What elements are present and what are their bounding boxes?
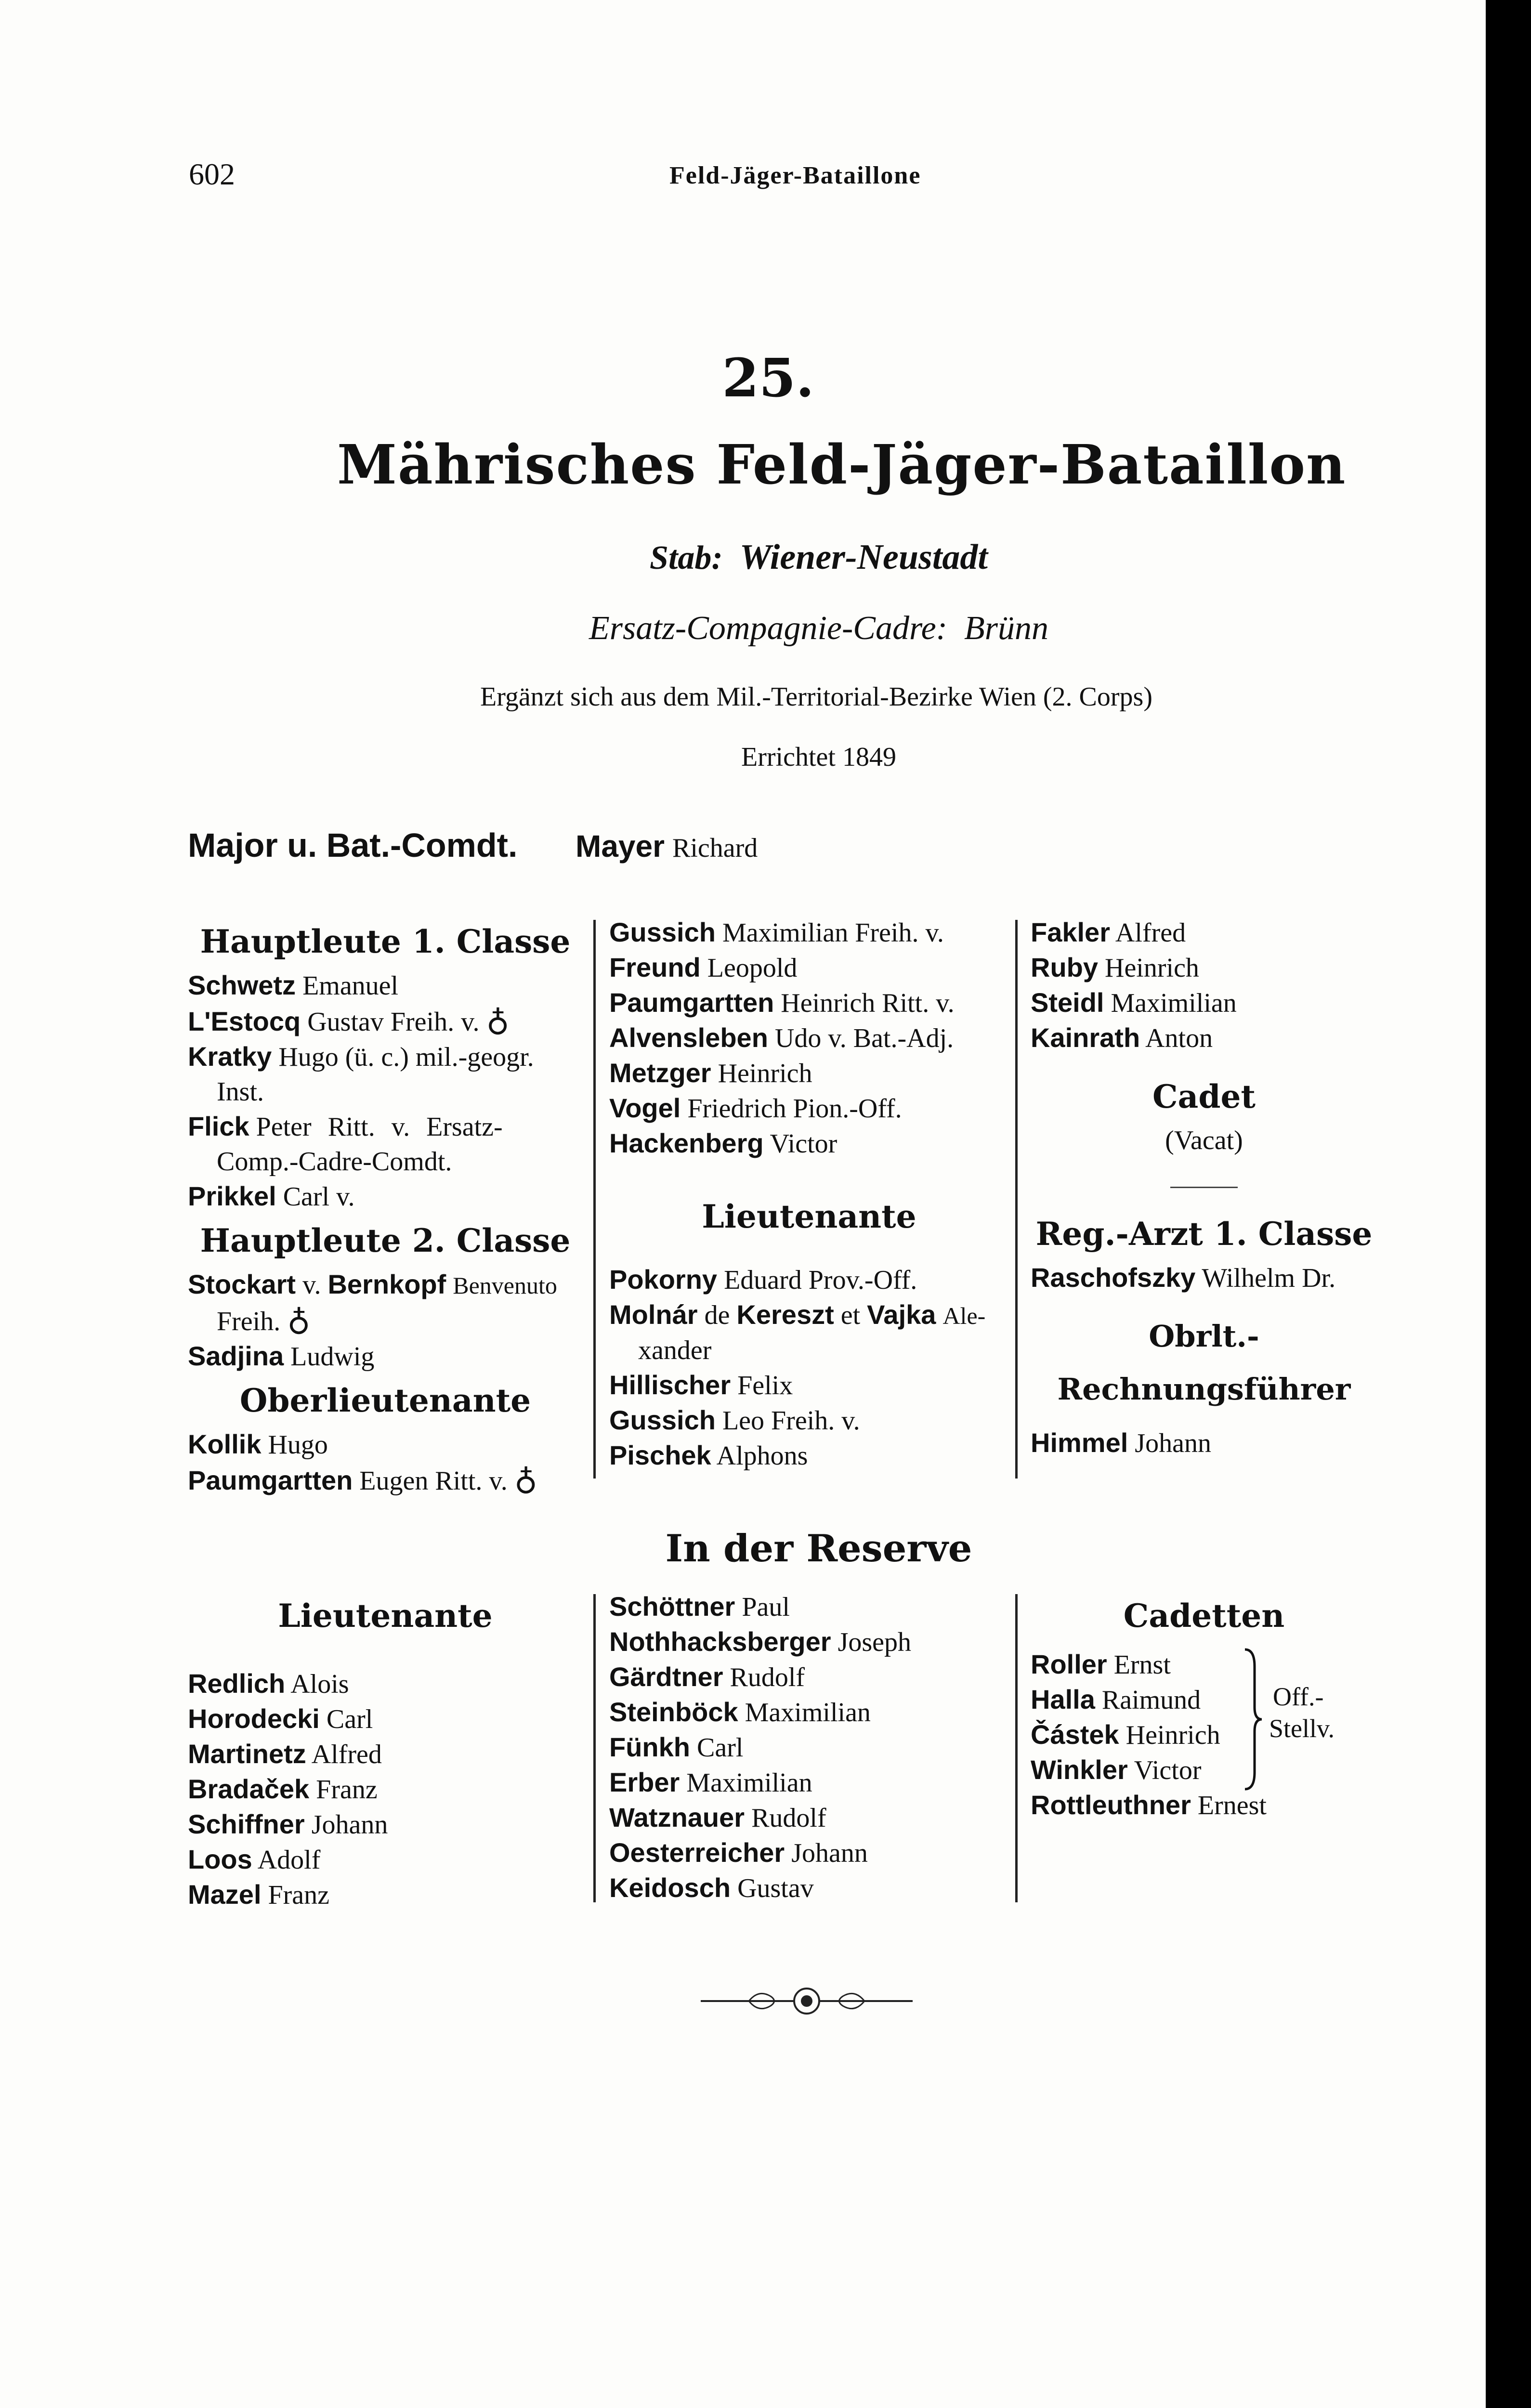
ornament-icon (701, 1982, 913, 2020)
list-item: Halla Raimund (1031, 1684, 1201, 1715)
list-item: Bradaček Franz (188, 1774, 378, 1805)
section-heading: Oberlieutenante (239, 1382, 531, 1419)
commander-rank: Major u. Bat.-Comdt. (188, 826, 518, 864)
established-line: Errichtet 1849 (741, 742, 896, 772)
list-item: Freund Leopold (609, 952, 798, 983)
column-divider (593, 920, 596, 1479)
reserve-list-2 (609, 1589, 1009, 1906)
list-item: Pokorny Eduard Prov.-Off. (609, 1264, 917, 1295)
unit-number: 25. (722, 347, 814, 409)
list-item: Fünkh Carl (609, 1732, 744, 1763)
list-item: Metzger Heinrich (609, 1058, 812, 1088)
list-item: L'Estocq Gustav Freih. v. ♁ (188, 1003, 510, 1038)
column-divider (1015, 920, 1018, 1479)
list-item: Schöttner Paul (609, 1591, 790, 1622)
commander-name (576, 828, 758, 864)
list-item: Watznauer Rudolf (609, 1802, 826, 1833)
list-item: Alvensleben Udo v. Bat.-Adj. (609, 1022, 954, 1053)
list-item: Mazel Franz (188, 1879, 330, 1910)
column-2 (609, 915, 1009, 1473)
unit-title: Mährisches Feld-Jäger-Bataillon (337, 433, 1347, 497)
reserve-cadre-value: Brünn (964, 610, 1049, 647)
list-item: Winkler Victor (1031, 1754, 1202, 1785)
reserve-column-2 (609, 1589, 1009, 1906)
list-item: Loos Adolf (188, 1844, 321, 1875)
list-item: Molnár de Kereszt et Vajka Ale- (609, 1299, 986, 1330)
list-item: Ruby Heinrich (1031, 952, 1199, 983)
list-item: Rottleuthner Ernest (1031, 1790, 1267, 1820)
section-heading: Obrlt.-Rechnungsführer (1057, 1319, 1351, 1407)
reserve-cadre-label: Ersatz-Compagnie-Cadre: (589, 610, 948, 647)
section-heading: Cadetten (1123, 1597, 1285, 1635)
commander-given: Richard (672, 833, 758, 863)
list-item: Redlich Alois (188, 1668, 349, 1699)
list-item: Steinböck Maximilian (609, 1697, 871, 1727)
list-item: Paumgartten Heinrich Ritt. v. (609, 987, 955, 1018)
brace-icon (1240, 1647, 1264, 1792)
section-heading: Lieutenante (278, 1597, 493, 1635)
page-number: 602 (189, 157, 235, 191)
list-item: Flick Peter Ritt. v. Ersatz- (188, 1111, 503, 1142)
list-item-continuation: Comp.-Cadre-Comdt. (217, 1147, 452, 1177)
section-heading: Hauptleute 2. Classe (200, 1222, 571, 1259)
list-item: Sadjina Ludwig (188, 1341, 375, 1372)
vacat-note: (Vacat) (1165, 1125, 1243, 1155)
list-item: Horodecki Carl (188, 1703, 373, 1734)
section-heading: Cadet (1152, 1078, 1256, 1115)
list-item: Gussich Leo Freih. v. (609, 1405, 860, 1436)
list-item-continuation: Inst. (217, 1077, 264, 1107)
list-item: Kainrath Anton (1031, 1022, 1213, 1053)
list-item: Himmel Johann (1031, 1427, 1211, 1458)
reserve-cadre-line (433, 609, 1204, 648)
list-item: Kollik Hugo (188, 1429, 328, 1460)
decoration-icon: ♁ (514, 1462, 537, 1497)
decoration-icon: ♁ (287, 1302, 311, 1337)
list-item: Schiffner Johann (188, 1809, 388, 1840)
list-item: Hillischer Felix (609, 1370, 793, 1400)
running-title: Feld-Jäger-Bataillone (669, 162, 921, 189)
reserve-list-1 (188, 1666, 583, 1912)
list-item: Hackenberg Victor (609, 1128, 837, 1159)
section-heading: Reg.-Arzt 1. Classe (1035, 1215, 1373, 1253)
section-heading: Hauptleute 1. Classe (200, 923, 571, 960)
reserve-title: In der Reserve (665, 1527, 972, 1570)
staff-label: Stab: (650, 539, 723, 576)
list-item: Martinetz Alfred (188, 1739, 382, 1769)
column-3 (1031, 915, 1377, 1461)
list-item: Oesterreicher Johann (609, 1837, 868, 1868)
column-divider (593, 1594, 596, 1902)
brace-note: Off.- Stellv. (1269, 1682, 1335, 1743)
decoration-icon: ♁ (486, 1003, 510, 1038)
list-item: Vogel Friedrich Pion.-Off. (609, 1093, 902, 1124)
list-item-continuation: Freih. ♁ (217, 1302, 311, 1337)
column-1 (188, 915, 583, 1498)
list-item: Steidl Maximilian (1031, 987, 1237, 1018)
list-item: Částek Heinrich (1031, 1719, 1220, 1750)
list-item: Stockart v. Bernkopf Benvenuto (188, 1269, 557, 1300)
list-item: Schwetz Emanuel (188, 970, 399, 1001)
staff-value: Wiener-Neustadt (739, 537, 988, 577)
list-item: Roller Ernst (1031, 1649, 1171, 1680)
staff-line (530, 537, 1108, 578)
section-heading: Lieutenante (702, 1198, 916, 1235)
column-divider (1015, 1594, 1018, 1902)
list-item-continuation: xander (638, 1335, 712, 1365)
list-item: Raschofszky Wilhelm Dr. (1031, 1262, 1336, 1293)
list-item: Gussich Maximilian Freih. v. (609, 917, 944, 948)
short-rule (1170, 1187, 1238, 1188)
list-item: Keidosch Gustav (609, 1872, 814, 1903)
list-item: Paumgartten Eugen Ritt. v. ♁ (188, 1462, 537, 1497)
reserve-column-1 (188, 1589, 583, 1912)
list-item: Fakler Alfred (1031, 917, 1186, 948)
list-item: Pischek Alphons (609, 1440, 808, 1471)
list-item: Kratky Hugo (ü. c.) mil.-geogr. (188, 1041, 534, 1072)
list-item: Erber Maximilian (609, 1767, 812, 1798)
recruitment-line: Ergänzt sich aus dem Mil.-Territorial-Bezirke Wien (2. Corps) (480, 682, 1152, 712)
commander-surname: Mayer (576, 829, 665, 864)
list-item: Nothhacksberger Joseph (609, 1626, 912, 1657)
list-item: Prikkel Carl v. (188, 1181, 355, 1212)
list-item: Gärdtner Rudolf (609, 1662, 805, 1692)
